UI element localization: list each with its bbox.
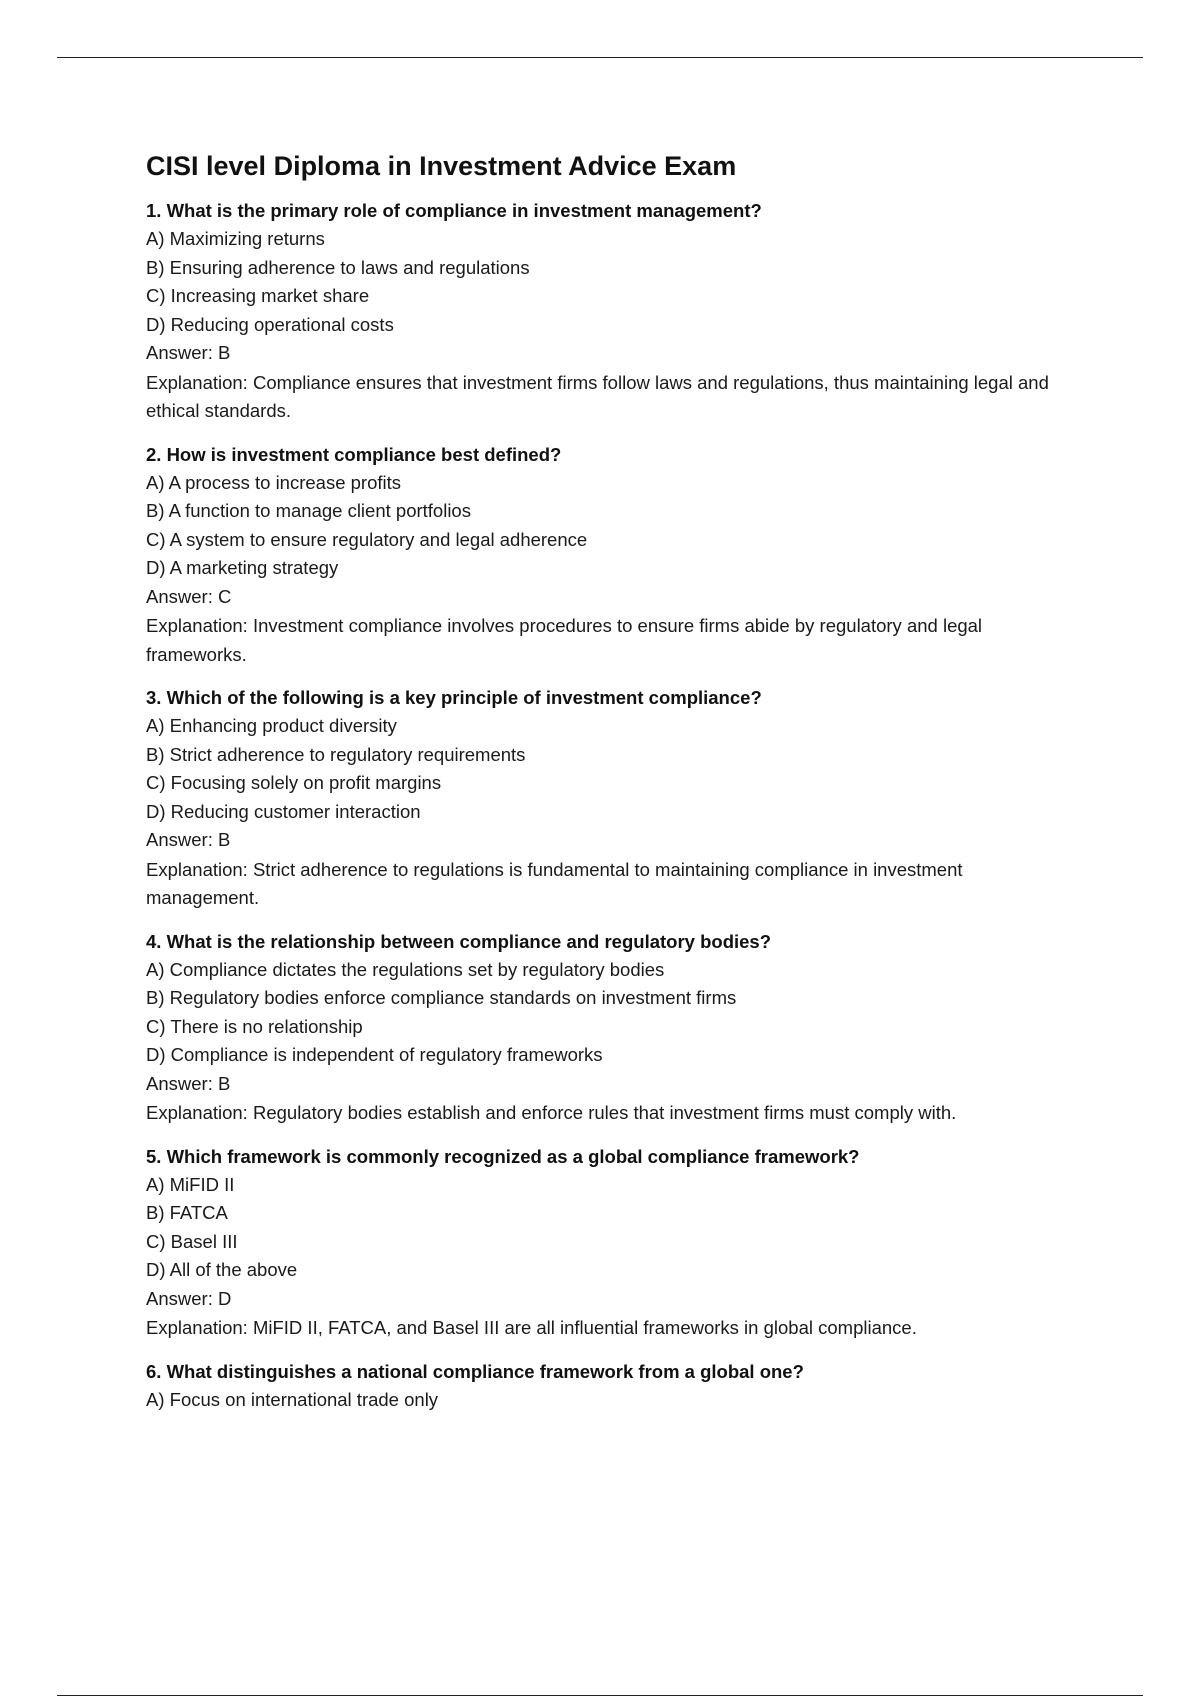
question-5 xyxy=(146,1142,1076,1343)
option-d: D) All of the above xyxy=(146,1259,298,1280)
question-2 xyxy=(146,440,1076,670)
option-c: C) A system to ensure regulatory and legal adherence xyxy=(146,528,588,550)
header-rule xyxy=(57,57,1143,58)
question-text: 2. How is investment compliance best defined? xyxy=(146,443,562,465)
question-6 xyxy=(146,1357,1076,1415)
option-a: A) MiFID II xyxy=(146,1173,235,1195)
footer-rule xyxy=(57,1695,1143,1696)
answer: Answer: D xyxy=(146,1287,232,1309)
option-b: B) FATCA xyxy=(146,1202,228,1223)
question-text: 5. Which framework is commonly recognized as a global compliance framework? xyxy=(146,1145,860,1167)
explanation: Explanation: MiFID II, FATCA, and Basel III are all influential frameworks in global compliance. xyxy=(146,1317,917,1338)
explanation: Explanation: Compliance ensures that investment firms follow laws and regulations, thus maintaining legal and ethical standards. xyxy=(146,371,1049,421)
option-d: D) Reducing operational costs xyxy=(146,313,394,335)
option-b: B) A function to manage client portfolios xyxy=(146,500,471,521)
answer: Answer: C xyxy=(146,585,232,607)
question-text: 3. Which of the following is a key principle of investment compliance? xyxy=(146,687,762,708)
option-c: C) There is no relationship xyxy=(146,1015,363,1037)
option-c: C) Increasing market share xyxy=(146,285,370,306)
explanation: Explanation: Regulatory bodies establish and enforce rules that investment firms must comply with. xyxy=(146,1102,957,1123)
option-c: C) Focusing solely on profit margins xyxy=(146,772,442,793)
option-d: D) Compliance is independent of regulatory frameworks xyxy=(146,1044,603,1065)
option-a: A) Enhancing product diversity xyxy=(146,715,397,736)
answer: Answer: B xyxy=(146,1072,231,1094)
option-a: A) A process to increase profits xyxy=(146,471,402,493)
option-a: A) Focus on international trade only xyxy=(146,1388,439,1410)
answer: Answer: B xyxy=(146,829,231,850)
option-b: B) Ensuring adherence to laws and regulations xyxy=(146,256,530,278)
option-b: B) Regulatory bodies enforce compliance standards on investment firms xyxy=(146,987,737,1008)
option-b: B) Strict adherence to regulatory requirements xyxy=(146,743,526,765)
explanation: Explanation: Strict adherence to regulations is fundamental to maintaining compliance in investment management. xyxy=(146,858,963,908)
question-4 xyxy=(146,927,1076,1128)
question-text: 6. What distinguishes a national compliance framework from a global one? xyxy=(146,1360,804,1382)
option-d: D) A marketing strategy xyxy=(146,557,339,578)
explanation: Explanation: Investment compliance involves procedures to ensure firms abide by regulatory and legal frameworks. xyxy=(146,615,983,665)
question-1 xyxy=(146,196,1076,426)
option-a: A) Compliance dictates the regulations set by regulatory bodies xyxy=(146,958,665,980)
document-title: CISI level Diploma in Investment Advice Exam xyxy=(146,151,737,181)
document-body xyxy=(146,148,1076,1428)
question-text: 1. What is the primary role of compliance in investment management? xyxy=(146,200,762,221)
option-a: A) Maximizing returns xyxy=(146,228,325,249)
option-d: D) Reducing customer interaction xyxy=(146,800,421,822)
question-text: 4. What is the relationship between compliance and regulatory bodies? xyxy=(146,930,772,952)
answer: Answer: B xyxy=(146,342,231,363)
question-3 xyxy=(146,683,1076,913)
option-c: C) Basel III xyxy=(146,1230,238,1252)
